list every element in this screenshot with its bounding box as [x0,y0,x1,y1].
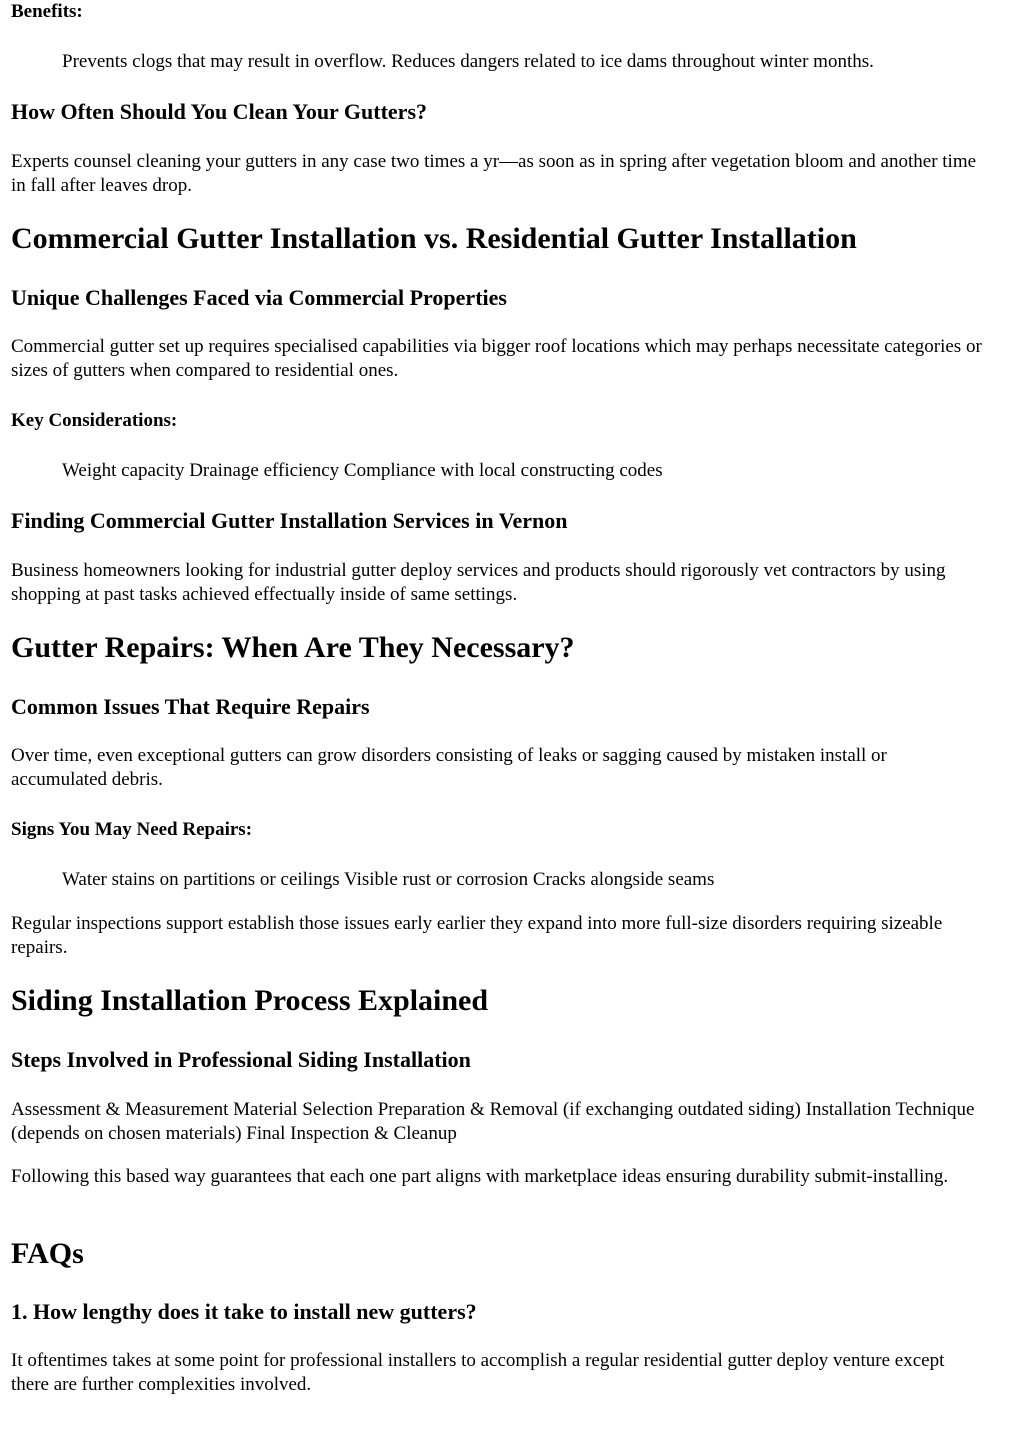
commercial-challenges-paragraph: Commercial gutter set up requires specialised capabilities via bigger roof locations which may perhaps necessitate categories or sizes of gutters when compared to residential ones. [11,336,982,381]
faqs-heading: FAQs [11,1237,84,1270]
commercial-heading: Commercial Gutter Installation vs. Residential Gutter Installation [11,222,857,255]
how-often-heading: How Often Should You Clean Your Gutters? [11,99,428,124]
commercial-challenges-heading: Unique Challenges Faced via Commercial Properties [11,285,507,310]
common-issues-paragraph: Over time, even exceptional gutters can grow disorders consisting of leaks or sagging caused by mistaken install or accumulated debris. [11,745,887,790]
common-issues-heading: Common Issues That Require Repairs [11,694,370,719]
key-considerations-list: Weight capacity Drainage efficiency Compliance with local constructing codes [62,460,663,481]
signs-repairs-list: Water stains on partitions or ceilings Visible rust or corrosion Cracks alongside seams [62,869,715,890]
how-often-paragraph: Experts counsel cleaning your gutters in any case two times a yr—as soon as in spring after vegetation bloom and another time in fall after leaves drop. [11,151,977,196]
benefits-heading: Benefits: [11,1,83,22]
finding-commercial-heading: Finding Commercial Gutter Installation Services in Vernon [11,508,568,533]
gutter-repairs-heading: Gutter Repairs: When Are They Necessary? [11,631,575,664]
faq-1-question: 1. How lengthy does it take to install new gutters? [11,1299,477,1324]
siding-steps-heading: Steps Involved in Professional Siding Installation [11,1047,471,1072]
siding-following-paragraph: Following this based way guarantees that each one part aligns with marketplace ideas ensuring durability submit-installing. [11,1166,949,1187]
faq-1-answer: It oftentimes takes at some point for professional installers to accomplish a regular residential gutter deploy venture except there are further complexities involved. [11,1350,945,1395]
finding-commercial-paragraph: Business homeowners looking for industrial gutter deploy services and products should rigorously vet contractors by using shopping at past tasks achieved effectually inside of same settings. [11,560,946,605]
key-considerations-heading: Key Considerations: [11,410,178,431]
benefits-list: Prevents clogs that may result in overflow. Reduces dangers related to ice dams throughout winter months. [62,51,874,72]
signs-repairs-heading: Signs You May Need Repairs: [11,819,253,840]
regular-inspections-paragraph: Regular inspections support establish those issues early earlier they expand into more full-size disorders requiring sizeable repairs. [11,913,943,958]
siding-installation-heading: Siding Installation Process Explained [11,984,489,1017]
siding-steps-paragraph: Assessment & Measurement Material Selection Preparation & Removal (if exchanging outdated siding) Installation Technique (depends on chosen materials) Final Inspection & Cleanup [11,1099,975,1144]
